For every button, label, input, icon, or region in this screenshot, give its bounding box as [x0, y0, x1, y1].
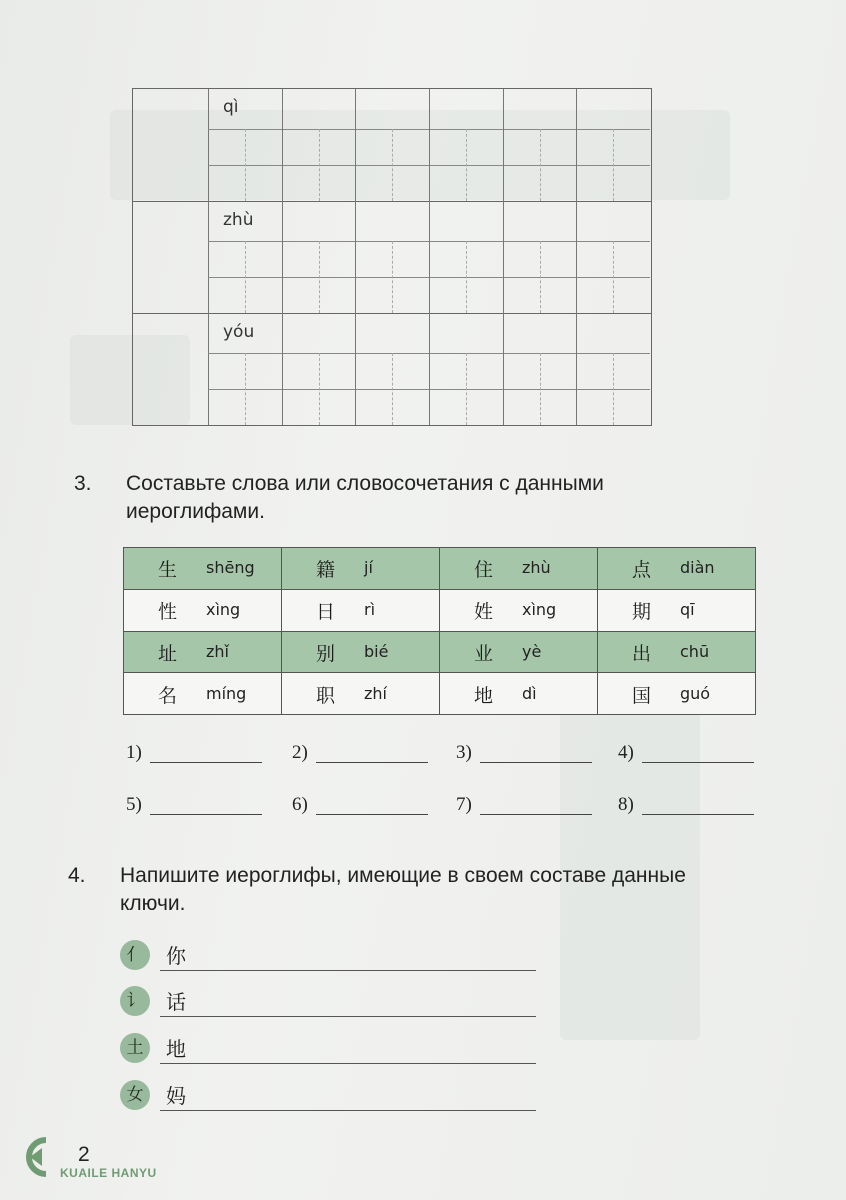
grid-dashed-line [540, 129, 541, 201]
hanzi: 地 [474, 684, 494, 707]
pinyin: jí [364, 558, 373, 578]
radical-row [120, 986, 540, 1022]
hanzi: 籍 [316, 559, 336, 582]
example-character: 地 [166, 1037, 186, 1061]
pinyin: zhí [364, 683, 387, 703]
exercise-3-heading [74, 470, 754, 530]
grid-dashed-line [613, 241, 614, 313]
hanzi: 住 [474, 559, 494, 582]
pinyin: zhù [522, 558, 551, 578]
blank-number: 2) [292, 742, 308, 763]
kuaile-hanyu-logo-icon [16, 1134, 56, 1180]
writing-practice-grid [132, 88, 652, 426]
grid-dashed-line [613, 353, 614, 425]
example-character: 话 [166, 990, 186, 1014]
character-cell [282, 631, 440, 673]
hanzi: 姓 [474, 601, 494, 624]
pinyin: míng [206, 683, 247, 703]
blank-line [150, 814, 262, 815]
writing-line[interactable] [160, 1016, 536, 1017]
answer-blank[interactable] [292, 742, 432, 768]
grid-pinyin: qì [223, 97, 239, 117]
radical-row [120, 1033, 540, 1069]
blank-number: 3) [456, 742, 472, 763]
pinyin: xìng [206, 600, 241, 620]
hanzi: 期 [632, 601, 652, 624]
example-character: 妈 [166, 1084, 186, 1108]
hanzi: 出 [632, 642, 652, 665]
writing-line[interactable] [160, 1110, 536, 1111]
character-cell [124, 548, 282, 590]
character-cell [598, 548, 756, 590]
table-row [124, 631, 756, 673]
character-cell [598, 631, 756, 673]
blank-number: 7) [456, 794, 472, 815]
blank-number: 6) [292, 794, 308, 815]
character-cell [440, 631, 598, 673]
grid-pinyin: yóu [223, 322, 255, 342]
grid-cell-line [282, 89, 283, 201]
radical-badge: 讠 [120, 986, 150, 1016]
character-cell [282, 589, 440, 631]
answer-blank[interactable] [126, 794, 266, 820]
pinyin: shēng [206, 558, 255, 578]
blank-line [480, 814, 592, 815]
radical-row [120, 1080, 540, 1116]
grid-pinyin: zhù [223, 210, 254, 230]
page-number: 2 [78, 1143, 90, 1166]
hanzi: 职 [316, 684, 336, 707]
character-cell [440, 548, 598, 590]
hanzi: 别 [316, 642, 336, 665]
blank-number: 8) [618, 794, 634, 815]
character-cell [440, 589, 598, 631]
blank-line [150, 762, 262, 763]
hanzi: 日 [316, 601, 336, 624]
answer-blank[interactable] [292, 794, 432, 820]
answer-blank[interactable] [456, 742, 596, 768]
brand-name: KUAILE HANYU [60, 1166, 157, 1180]
blank-number: 5) [126, 794, 142, 815]
answer-blank[interactable] [618, 742, 758, 768]
pinyin: rì [364, 600, 376, 620]
grid-cell-line [503, 201, 504, 313]
grid-cell-line [503, 89, 504, 201]
grid-dashed-line [392, 241, 393, 313]
blank-line [642, 814, 754, 815]
hanzi: 址 [158, 642, 178, 665]
table-row [124, 589, 756, 631]
pinyin: zhǐ [206, 641, 229, 661]
character-table [123, 547, 756, 715]
grid-cell-line [576, 201, 577, 313]
blank-number: 4) [618, 742, 634, 763]
character-cell [598, 673, 756, 715]
grid-cell-line [429, 201, 430, 313]
pinyin: xìng [522, 600, 557, 620]
pinyin: chū [680, 641, 710, 661]
pinyin: qī [680, 600, 695, 620]
blank-line [642, 762, 754, 763]
grid-dashed-line [319, 241, 320, 313]
pinyin: dì [522, 683, 537, 703]
grid-cell-line [355, 201, 356, 313]
grid-divider [208, 89, 209, 425]
character-cell [124, 631, 282, 673]
grid-dashed-line [540, 353, 541, 425]
blank-line [316, 814, 428, 815]
answer-blank[interactable] [456, 794, 596, 820]
radical-badge: 土 [120, 1033, 150, 1063]
character-cell [124, 589, 282, 631]
radical-row [120, 940, 540, 976]
hanzi: 业 [474, 642, 494, 665]
hanzi: 国 [632, 684, 652, 707]
character-cell [282, 673, 440, 715]
grid-cell-line [282, 201, 283, 313]
exercise-number: 3. [74, 472, 92, 495]
grid-dashed-line [319, 353, 320, 425]
table-row [124, 548, 756, 590]
grid-cell-line [576, 89, 577, 201]
grid-cell-line [503, 313, 504, 425]
example-character: 你 [166, 944, 186, 968]
pinyin: guó [680, 683, 711, 703]
grid-dashed-line [245, 353, 246, 425]
character-cell [598, 589, 756, 631]
pinyin: yè [522, 641, 542, 661]
grid-dashed-line [540, 241, 541, 313]
hanzi: 名 [158, 684, 178, 707]
answer-blank[interactable] [618, 794, 758, 820]
exercise-number: 4. [68, 864, 86, 887]
grid-cell-line [355, 89, 356, 201]
radical-badge: 亻 [120, 940, 150, 970]
blank-line [480, 762, 592, 763]
grid-dashed-line [466, 241, 467, 313]
table-row [124, 673, 756, 715]
grid-cell-line [429, 313, 430, 425]
grid-cell-line [282, 313, 283, 425]
hanzi: 点 [632, 559, 652, 582]
writing-line[interactable] [160, 1063, 536, 1064]
character-cell [440, 673, 598, 715]
grid-dashed-line [466, 353, 467, 425]
grid-cell-line [355, 313, 356, 425]
blank-number: 1) [126, 742, 142, 763]
grid-cell-line [576, 313, 577, 425]
pinyin: bié [364, 641, 389, 661]
answer-blank[interactable] [126, 742, 266, 768]
hanzi: 生 [158, 559, 178, 582]
grid-dashed-line [392, 129, 393, 201]
grid-dashed-line [613, 129, 614, 201]
exercise-instruction: Напишите иероглифы, имеющие в своем составе данные ключи. [120, 864, 686, 915]
grid-dashed-line [245, 129, 246, 201]
grid-cell-line [429, 89, 430, 201]
writing-line[interactable] [160, 970, 536, 971]
hanzi: 性 [158, 601, 178, 624]
blank-line [316, 762, 428, 763]
radical-badge: 女 [120, 1080, 150, 1110]
exercise-4-heading [68, 862, 748, 922]
character-cell [282, 548, 440, 590]
exercise-instruction: Составьте слова или словосочетания с данными иероглифами. [126, 472, 604, 523]
character-cell [124, 673, 282, 715]
grid-dashed-line [466, 129, 467, 201]
pinyin: diàn [680, 558, 715, 578]
grid-dashed-line [245, 241, 246, 313]
grid-dashed-line [319, 129, 320, 201]
grid-dashed-line [392, 353, 393, 425]
